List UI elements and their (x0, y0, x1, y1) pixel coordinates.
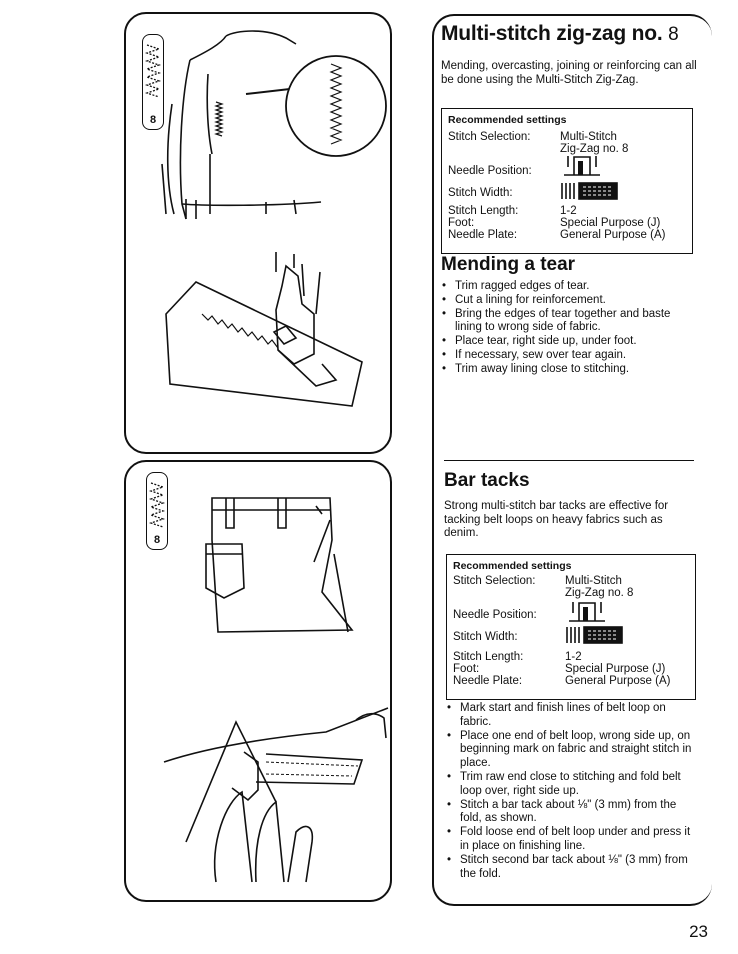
recommended-settings-box (441, 108, 693, 254)
list-item: • Bring the edges of tear together and baste lining to wrong side of fabric. (441, 308, 699, 336)
list-item: • Fold loose end of belt loop under and press it in place on finishing line. (446, 826, 698, 854)
list-item: • Stitch second bar tack about ⅛" (3 mm) from the fold. (446, 854, 698, 882)
bartacks-intro: Strong multi-stitch bar tacks are effective for tacking belt loops on heavy fabrics such as denim. (444, 500, 669, 539)
jacket-mending-illustration (126, 14, 390, 452)
list-item: • Cut a lining for reinforcement. (441, 294, 699, 308)
settings-label: Stitch Length: (453, 651, 524, 663)
list-item: • Place one end of belt loop, wrong side up, on beginning mark on fabric and straight stitch in place. (446, 730, 698, 771)
belt-loop-illustration (126, 462, 390, 900)
section-divider (444, 460, 694, 461)
title-text: Multi-stitch zig-zag no. (441, 22, 663, 45)
settings-value: Special Purpose (J) (560, 217, 661, 229)
mending-heading: Mending a tear (441, 254, 576, 275)
settings-value: General Purpose (A) (565, 675, 671, 687)
settings-header: Recommended settings (453, 560, 572, 572)
illustration-panel-bottom (124, 460, 392, 902)
settings-value: Zig-Zag no. 8 (565, 587, 634, 599)
settings-label: Needle Position: (448, 165, 532, 177)
bartacks-heading: Bar tacks (444, 470, 530, 491)
page-title (441, 22, 679, 46)
list-item: • Place tear, right side up, under foot. (441, 335, 699, 349)
list-item: • Stitch a bar tack about ⅛" (3 mm) from the fold, as shown. (446, 799, 698, 827)
settings-label: Stitch Length: (448, 205, 519, 217)
bartack-steps-list (446, 702, 698, 881)
mending-list (441, 280, 699, 377)
stitch-width-icon (565, 625, 625, 645)
settings-label: Stitch Width: (453, 631, 518, 643)
settings-value: Zig-Zag no. 8 (560, 143, 629, 155)
stitch-width-icon (560, 181, 620, 201)
settings-label: Stitch Selection: (448, 131, 531, 143)
settings-header: Recommended settings (448, 114, 567, 126)
needle-position-icon (560, 153, 604, 177)
settings-label: Stitch Selection: (453, 575, 536, 587)
settings-value: Special Purpose (J) (565, 663, 666, 675)
settings-label: Foot: (448, 217, 475, 229)
illustration-panel-top (124, 12, 392, 454)
list-item: • If necessary, sew over tear again. (441, 349, 699, 363)
intro-paragraph: Mending, overcasting, joining or reinforcing can all be done using the Multi-Stitch Zig-Zag. (441, 60, 697, 86)
list-item: • Trim raw end close to stitching and fold belt loop over, right side up. (446, 771, 698, 799)
settings-value: General Purpose (A) (560, 229, 666, 241)
settings-label: Needle Plate: (453, 675, 523, 687)
settings-value: Multi-Stitch (560, 131, 617, 143)
stitch-number: 8 (149, 114, 157, 126)
settings-value: 1-2 (565, 651, 582, 663)
page-number: 23 (689, 922, 708, 941)
settings-value: Multi-Stitch (565, 575, 622, 587)
list-item: • Trim away lining close to stitching. (441, 363, 699, 377)
settings-label: Needle Plate: (448, 229, 518, 241)
settings-value: 1-2 (560, 205, 577, 217)
settings-label: Needle Position: (453, 609, 537, 621)
stitch-number: 8 (153, 534, 161, 546)
settings-label: Foot: (453, 663, 480, 675)
list-item: • Trim ragged edges of tear. (441, 280, 699, 294)
needle-position-icon (565, 599, 609, 623)
settings-label: Stitch Width: (448, 187, 513, 199)
list-item: • Mark start and finish lines of belt loop on fabric. (446, 702, 698, 730)
title-number: 8 (668, 24, 679, 45)
recommended-settings-box (446, 554, 696, 700)
